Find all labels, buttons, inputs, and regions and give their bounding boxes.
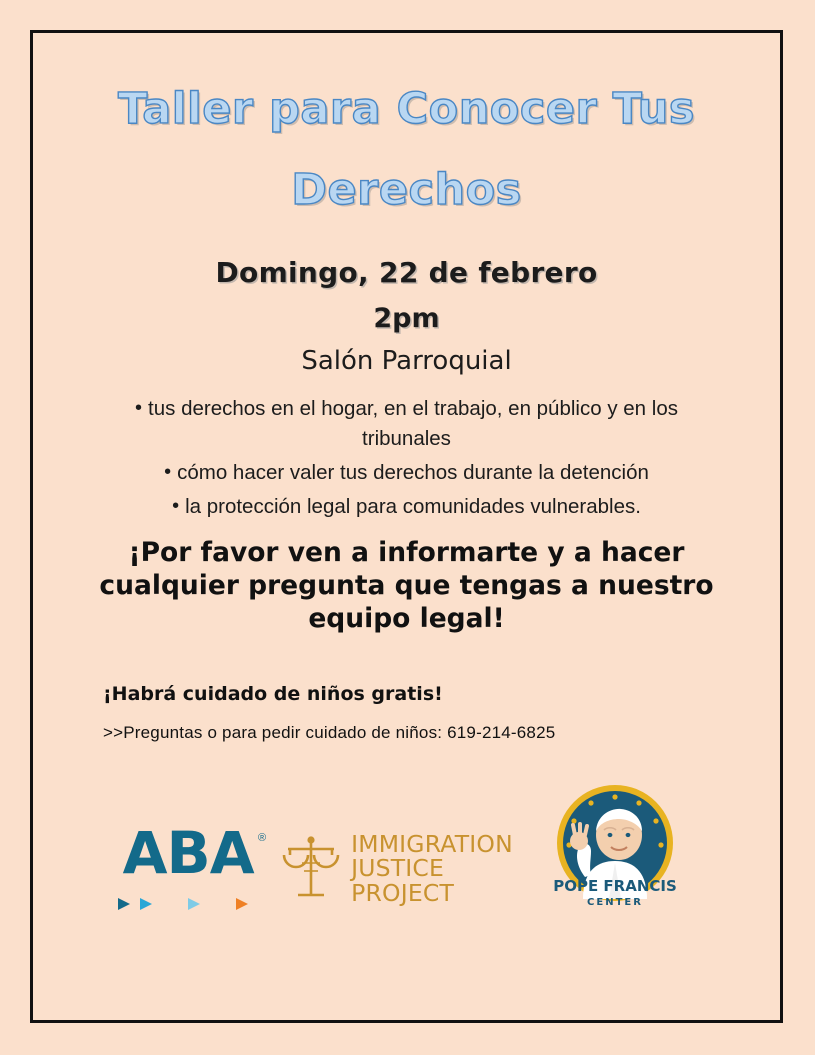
aba-triangles-icon (118, 896, 258, 912)
ijp-logo-line-3: PROJECT (351, 878, 455, 907)
immigration-justice-project-logo (280, 821, 513, 916)
svg-text:POPE FRANCIS: POPE FRANCIS (553, 877, 677, 896)
list-item (81, 492, 732, 522)
logo-row (75, 781, 738, 916)
list-item (81, 394, 732, 454)
list-item (81, 458, 732, 488)
topic-list (81, 394, 732, 522)
aba-logo-text: ABA (122, 819, 254, 888)
pfc-logo-line-1 (615, 916, 616, 917)
ijp-logo-line-2: JUSTICE (351, 854, 445, 883)
pope-francis-portrait-icon (529, 781, 701, 916)
event-details (75, 256, 738, 376)
bullet-icon: • (172, 494, 180, 517)
contact-note: >>Preguntas o para pedir cuidado de niños: 619-214-6825 (103, 723, 556, 743)
aba-logo (112, 819, 267, 916)
flyer-content (33, 33, 780, 936)
registered-trademark-icon: ® (257, 832, 267, 845)
childcare-note: ¡Habrá cuidado de niños gratis! (103, 683, 443, 706)
page-title-line-1: Taller para Conocer Tus (117, 84, 695, 134)
event-location: Salón Parroquial (301, 346, 512, 376)
page-title-line-2: Derechos (291, 165, 522, 215)
notes-block (75, 683, 738, 743)
call-to-action-text: ¡Por favor ven a informarte y a hacer cualquier pregunta que tengas a nuestro equipo legal! (99, 536, 714, 634)
pope-francis-center-logo (529, 781, 701, 916)
bullet-icon: • (164, 460, 172, 483)
event-time: 2pm (373, 303, 440, 334)
event-date: Domingo, 22 de febrero (215, 256, 598, 289)
pfc-logo-line-2 (615, 916, 616, 917)
flyer-poster (30, 30, 783, 1023)
list-item-label: la protección legal para comunidades vulnerables. (185, 494, 641, 518)
page-title (75, 84, 738, 215)
svg-text:CENTER: CENTER (586, 897, 643, 909)
bullet-icon: • (135, 397, 143, 419)
ijp-logo-line-1: IMMIGRATION (351, 829, 513, 858)
scales-of-justice-icon (280, 833, 342, 905)
list-item-label: cómo hacer valer tus derechos durante la detención (177, 460, 649, 484)
ijp-logo-text (351, 829, 513, 907)
list-item-label: tus derechos en el hogar, en el trabajo, en público y en los tribunales (148, 397, 678, 450)
